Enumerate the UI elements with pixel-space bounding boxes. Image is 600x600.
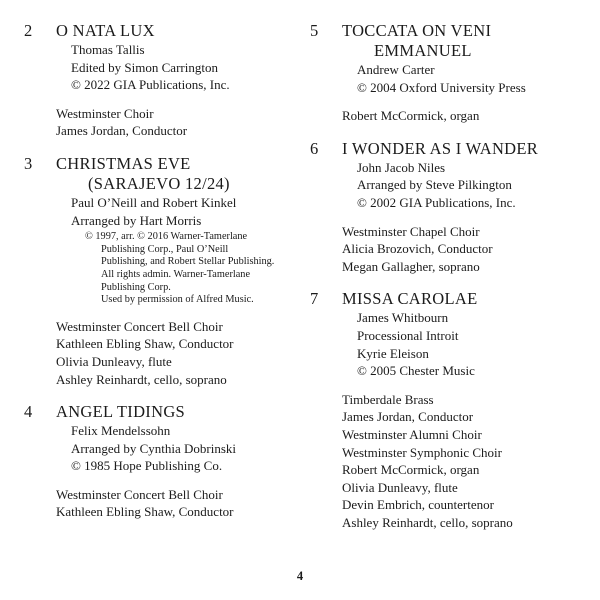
track-head	[310, 139, 592, 159]
credit-line: John Jacob Niles	[357, 159, 446, 175]
fine-print-line: All rights admin. Warner-Tamerlane	[101, 268, 251, 280]
track-performers	[342, 107, 592, 125]
track-title-line: MISSA CAROLAE	[342, 289, 478, 309]
performer-line: Devin Embrich, countertenor	[342, 497, 494, 513]
track-number: 7	[310, 289, 319, 309]
track-performers	[56, 318, 298, 388]
track-head	[24, 402, 298, 422]
track-title-line: ANGEL TIDINGS	[56, 402, 186, 422]
track-credits	[357, 159, 592, 212]
track-title-line: O NATA LUX	[56, 21, 155, 40]
track-title	[56, 154, 230, 194]
track-title	[342, 21, 491, 61]
track-entry	[310, 139, 592, 276]
performer-line: Westminster Concert Bell Choir	[56, 486, 223, 502]
performer-line: Westminster Choir	[56, 105, 154, 121]
credit-line: Edited by Simon Carrington	[71, 59, 218, 75]
fine-print-line: © 1997, arr. © 2016 Warner-Tamerlane	[85, 231, 248, 243]
performer-line: Kathleen Ebling Shaw, Conductor	[56, 504, 234, 520]
performer-line: Westminster Chapel Choir	[342, 223, 480, 239]
performer-line: Robert McCormick, organ	[342, 462, 480, 478]
performer-line: Alicia Brozovich, Conductor	[342, 241, 493, 257]
track-entry	[24, 21, 298, 140]
credit-line: © 2002 GIA Publications, Inc.	[357, 194, 516, 210]
credit-line: James Whitbourn	[357, 310, 449, 326]
fine-print-line: Used by permission of Alfred Music.	[101, 294, 254, 306]
credit-line: © 2005 Chester Music	[357, 363, 475, 379]
fine-print-line: Publishing, and Robert Stellar Publishing.	[101, 256, 275, 268]
fine-print-line: Publishing Corp.	[101, 281, 171, 293]
performer-line: Kathleen Ebling Shaw, Conductor	[56, 336, 234, 352]
track-credits	[357, 309, 592, 379]
performer-line: Timberdale Brass	[342, 391, 434, 407]
track-head	[24, 21, 298, 41]
track-title-line: EMMANUEL	[374, 41, 472, 60]
track-number: 4	[24, 402, 33, 422]
performer-line: Olivia Dunleavy, flute	[342, 479, 458, 495]
performer-line: James Jordan, Conductor	[56, 123, 188, 139]
track-number: 3	[24, 153, 33, 173]
track-entry	[24, 154, 298, 388]
track-credits	[357, 61, 592, 96]
track-title-line: TOCCATA ON VENI	[342, 21, 492, 40]
credit-line: © 1985 Hope Publishing Co.	[71, 458, 223, 474]
track-credits	[71, 41, 298, 94]
credit-line: Felix Mendelssohn	[71, 423, 171, 439]
performer-line: Ashley Reinhardt, cello, soprano	[56, 371, 227, 387]
page-number: 4	[296, 569, 304, 583]
credit-line: Arranged by Hart Morris	[71, 212, 202, 228]
track-title-line: (SARAJEVO 12/24)	[88, 173, 230, 193]
credit-line: Arranged by Steve Pilkington	[357, 177, 512, 193]
credit-line: © 2022 GIA Publications, Inc.	[71, 77, 230, 93]
track-entry	[310, 289, 592, 531]
performer-line: Westminster Alumni Choir	[342, 426, 482, 442]
track-entry	[24, 402, 298, 521]
performer-line: James Jordan, Conductor	[342, 409, 474, 425]
track-credits	[71, 194, 298, 229]
performer-line: Megan Gallagher, soprano	[342, 258, 480, 274]
track-title-line: I WONDER AS I WANDER	[342, 138, 539, 158]
track-entry	[310, 21, 592, 125]
track-title	[56, 402, 185, 422]
credit-line: Andrew Carter	[357, 62, 435, 77]
credit-line: © 2004 Oxford University Press	[357, 79, 526, 95]
track-title-line: CHRISTMAS EVE	[56, 153, 191, 173]
track-performers	[56, 486, 298, 521]
track-head	[310, 21, 592, 61]
track-performers	[342, 391, 592, 532]
track-title	[342, 289, 477, 309]
credit-line: Kyrie Eleison	[357, 345, 429, 361]
track-credits	[71, 422, 298, 475]
performer-line: Olivia Dunleavy, flute	[56, 353, 172, 369]
track-performers	[56, 105, 298, 140]
performer-line: Westminster Concert Bell Choir	[56, 318, 223, 334]
performer-line: Westminster Symphonic Choir	[342, 444, 502, 460]
credit-line: Arranged by Cynthia Dobrinski	[71, 440, 237, 456]
performer-line: Ashley Reinhardt, cello, soprano	[342, 514, 513, 530]
track-performers	[342, 223, 592, 276]
credit-line: Processional Introit	[357, 327, 459, 343]
credit-line: Thomas Tallis	[71, 42, 145, 57]
track-number: 5	[310, 21, 319, 40]
track-head	[24, 154, 298, 194]
track-list-column-left	[24, 21, 298, 535]
rights-fine-print	[85, 231, 298, 307]
track-list-column-right	[310, 21, 592, 545]
track-number: 6	[310, 138, 319, 158]
track-head	[310, 289, 592, 309]
credit-line: Paul O’Neill and Robert Kinkel	[71, 194, 237, 210]
track-title	[56, 21, 155, 41]
track-title	[342, 139, 538, 159]
track-number: 2	[24, 21, 33, 40]
fine-print-line: Publishing Corp., Paul O’Neill	[101, 243, 229, 255]
performer-line: Robert McCormick, organ	[342, 108, 480, 124]
